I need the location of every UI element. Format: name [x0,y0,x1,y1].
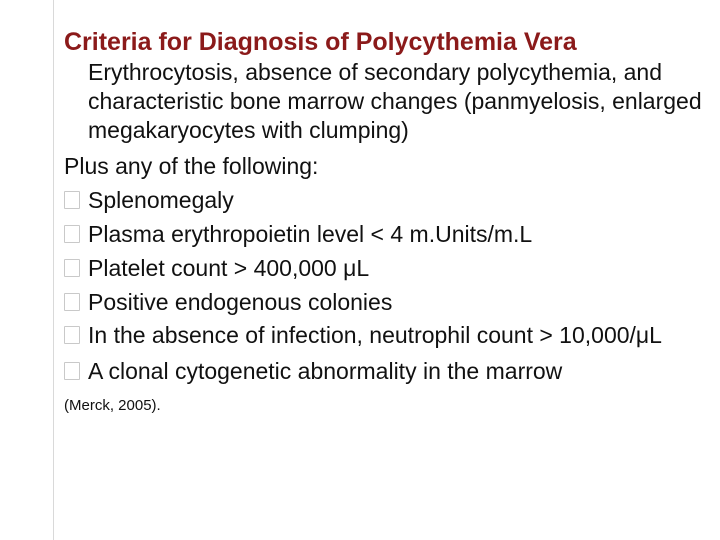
box-bullet-icon [64,326,80,344]
box-bullet-icon [64,293,80,311]
criteria-item-text: A clonal cytogenetic abnormality in the marrow [88,358,563,384]
box-bullet-icon [64,225,80,243]
citation: (Merck, 2005). [64,397,161,414]
criteria-list [64,183,704,388]
slide-title: Criteria for Diagnosis of Polycythemia Vera [64,28,577,56]
box-bullet-icon [64,259,80,277]
criteria-item [64,251,704,285]
criteria-item [64,319,704,354]
slide-left-rule [53,0,54,540]
slide-content [64,26,704,416]
criteria-item [64,354,704,388]
criteria-item-text: Platelet count > 400,000 μL [88,255,370,281]
criteria-item [64,285,704,319]
criteria-item [64,183,704,217]
criteria-item-text: Splenomegaly [88,187,234,213]
box-bullet-icon [64,362,80,380]
box-bullet-icon [64,191,80,209]
criteria-item-text: In the absence of infection, neutrophil count > 10,000/μL [88,322,662,348]
criteria-item [64,217,704,251]
plus-heading: Plus any of the following: [64,153,319,179]
criteria-item-text: Positive endogenous colonies [88,289,393,315]
criteria-item-text: Plasma erythropoietin level < 4 m.Units/m.L [88,221,533,247]
intro-paragraph: Erythrocytosis, absence of secondary polycythemia, and characteristic bone marrow changes (panmyelosis, enlarged megakaryocytes with clumping) [88,59,702,143]
